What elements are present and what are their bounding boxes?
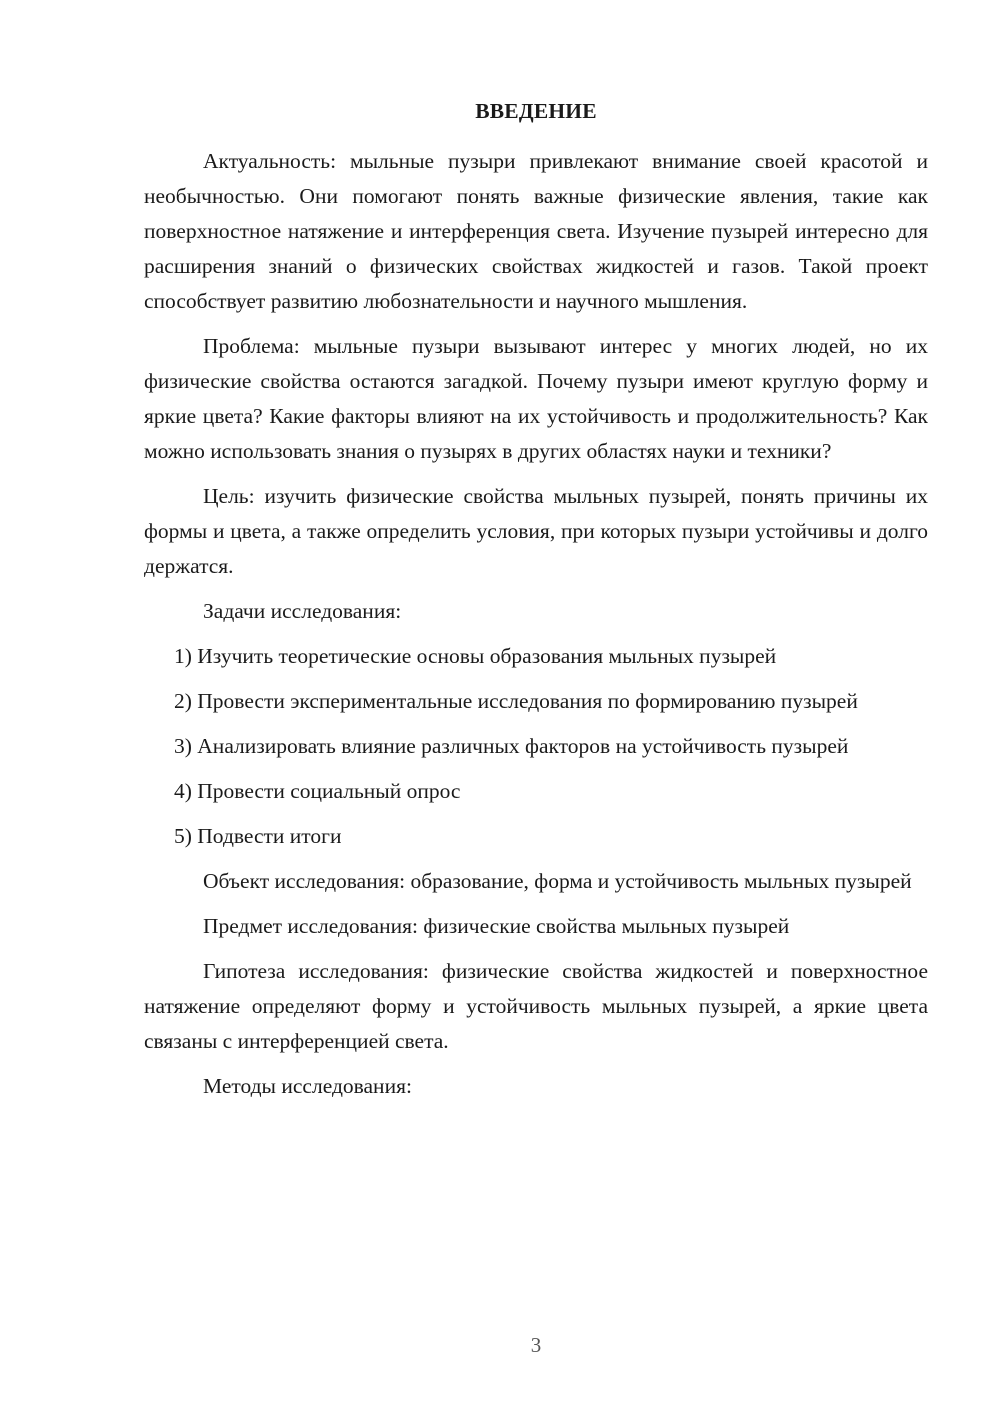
object-paragraph: Объект исследования: образование, форма и устойчивость мыльных пузырей — [203, 869, 912, 893]
section-title: ВВЕДЕНИЕ — [475, 99, 597, 123]
page-number: 3 — [530, 1333, 542, 1357]
task-item-1: 1) Изучить теоретические основы образования мыльных пузырей — [174, 644, 777, 668]
problem-paragraph: Проблема: мыльные пузыри вызывают интерес у многих людей, но их физические свойства остаются загадкой. Почему пузыри имеют круглую форму и яркие цвета? Какие факторы влияют на их устойчивость и продолжительность? Как можно использовать знания о пузырях в других областях науки и техники? — [144, 334, 928, 463]
tasks-heading: Задачи исследования: — [203, 599, 402, 623]
relevance-paragraph: Актуальность: мыльные пузыри привлекают внимание своей красотой и необычностью. Они помогают понять важные физические явления, такие как поверхностное натяжение и интерференция света. Изучение пузырей интересно для расширения знаний о физических свойствах жидкостей и газов. Такой проект способствует развитию любознательности и научного мышления. — [144, 149, 928, 313]
goal-paragraph: Цель: изучить физические свойства мыльных пузырей, понять причины их формы и цвета, а также определить условия, при которых пузыри устойчивы и долго держатся. — [144, 484, 928, 578]
methods-heading: Методы исследования: — [203, 1074, 412, 1098]
subject-paragraph: Предмет исследования: физические свойства мыльных пузырей — [203, 914, 790, 938]
task-item-3: 3) Анализировать влияние различных факторов на устойчивость пузырей — [174, 734, 849, 758]
task-item-2: 2) Провести экспериментальные исследования по формированию пузырей — [174, 689, 858, 713]
hypothesis-paragraph: Гипотеза исследования: физические свойства жидкостей и поверхностное натяжение определяют форму и устойчивость мыльных пузырей, а яркие цвета связаны с интерференцией света. — [144, 959, 928, 1053]
document-page — [144, 96, 928, 1114]
task-item-4: 4) Провести социальный опрос — [174, 779, 461, 803]
task-item-5: 5) Подвести итоги — [174, 824, 342, 848]
